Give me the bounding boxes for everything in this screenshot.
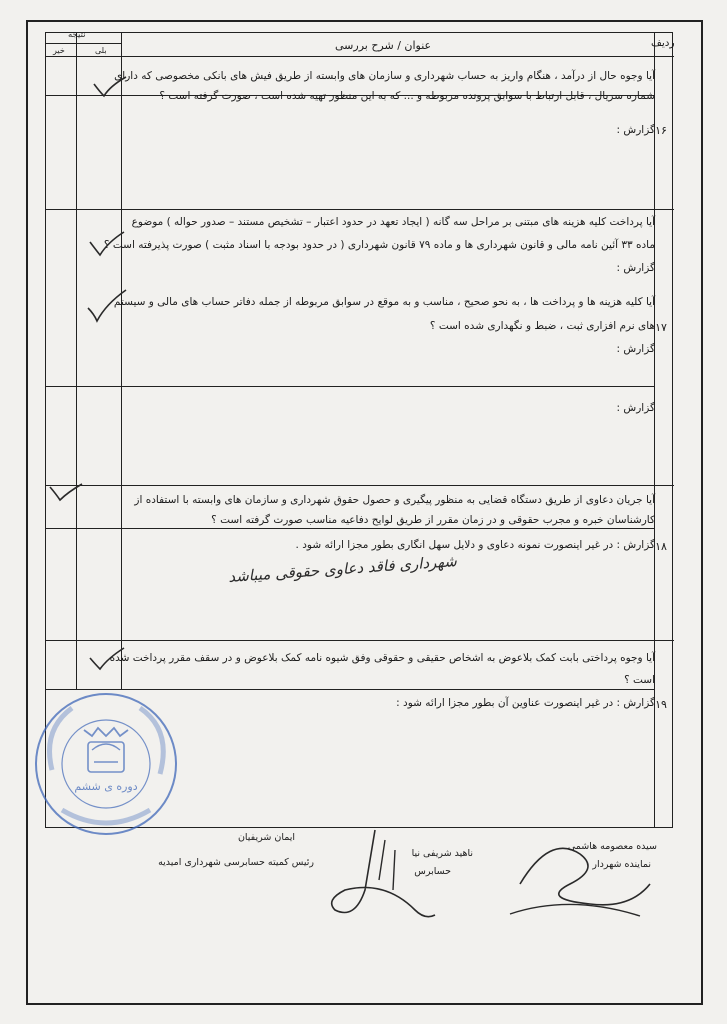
r18-no-check-icon	[48, 482, 84, 504]
r17-inner-divider-b	[46, 386, 121, 387]
r17-extra-report: گزارش :	[616, 402, 655, 414]
r17-qa-yes-check-icon	[88, 230, 126, 258]
r17-qb-line2: های نرم افزاری ثبت ، ضبط و نگهداری شده است ؟	[429, 320, 655, 332]
result-col-header: نتیجه	[68, 30, 86, 40]
r19-number: ۱۹	[655, 698, 667, 711]
r19-yes-check-icon	[88, 646, 126, 672]
result-header-split	[46, 43, 121, 44]
signatory-1-name: سیده معصومه هاشمی	[567, 841, 657, 852]
result-yes-divider	[121, 33, 122, 689]
r16-bottom	[46, 209, 674, 210]
r17-number: ۱۷	[655, 321, 667, 334]
signatory-3-name: ایمان شریفیان	[237, 832, 295, 843]
r17-qa-report: گزارش :	[616, 262, 655, 274]
r18-bottom	[46, 640, 674, 641]
r19-report-label: گزارش : در غیر اینصورت عناوین آن بطور مجزا ارائه شود :	[396, 697, 655, 709]
result-no-header: خیر	[53, 46, 65, 55]
council-seal-stamp	[32, 690, 180, 838]
result-no-divider	[76, 33, 77, 689]
r16-question-line1: آیا وجوه حال از درآمد ، هنگام واریز به حساب شهرداری و سازمان های وابسته از طریق فیش های بانکی مخصوصی که دارای	[114, 70, 655, 82]
r16-number: ۱۶	[655, 124, 667, 137]
header-divider	[46, 56, 654, 57]
row-col-header: ردیف	[651, 37, 675, 49]
r18-question-line1: آیا جریان دعاوی از طریق دستگاه قضایی به منظور پیگیری و حصول حقوق شهرداری و سازمان های وابسته با استفاده از	[134, 494, 655, 506]
header-divider-num	[654, 56, 674, 57]
signatory-3-role: رئیس کمیته حسابرسی شهرداری امیدیه	[158, 857, 314, 868]
signature-1-image	[480, 824, 660, 924]
signatory-2-role: حسابرس	[414, 866, 451, 877]
signatory-2-name: ناهید شریفی نیا	[411, 848, 473, 859]
r17-qb-line1: آیا کلیه هزینه ها و پرداخت ها ، به نحو صحیح ، مناسب و به موقع در سوابق مربوطه از جمله دفاتر حساب های مالی و سیستم	[113, 296, 655, 308]
r16-report-label: گزارش :	[616, 124, 655, 136]
r18-question-divider	[46, 528, 654, 529]
r17-qa-line1: آیا پرداخت کلیه هزینه های مبتنی بر مراحل سه گانه ( ایجاد تعهد در حدود اعتبار – تشخیص مستند – صدور حواله ) موضوع	[131, 216, 655, 228]
svg-text:دوره ی ششم: دوره ی ششم	[74, 780, 138, 793]
r16-question-line2: شماره سریال ، قابل ارتباط با سوابق پرونده مربوطه و ... که به این منظور تهیه شده است ، صورت گرفته است ؟	[159, 90, 655, 102]
signatory-1-role: نماینده شهردار	[592, 859, 651, 870]
r17-qb-yes-check-icon	[86, 288, 128, 324]
r17-bottom	[46, 485, 674, 486]
r17-qa-line2: ماده ۳۳ آئین نامه مالی و قانون شهرداری ها و ماده ۷۹ قانون شهرداری ( در حدود بودجه با اسناد مثبت ) صورت پذیرفته است ؟	[103, 239, 655, 251]
r16-yes-check-icon	[92, 74, 128, 98]
r17-qb-report: گزارش :	[616, 343, 655, 355]
r19-question-line1: آیا وجوه پرداختی بابت کمک بلاعوض به اشخاص حقیقی و حقوقی وفق شیوه نامه کمک بلاعوض و در سقف مقرر پرداخت شده	[109, 652, 655, 664]
r18-number: ۱۸	[655, 540, 667, 553]
r18-handwritten-note: شهرداری فاقد دعاوی حقوقی میباشد	[227, 552, 458, 586]
r18-question-line2: کارشناسان خبره و مجرب حقوقی و در زمان مقرر از طریق لوایح دفاعیه مناسب صورت گرفته است ؟	[211, 514, 655, 526]
result-yes-header: بلی	[95, 46, 107, 55]
r18-report-label: گزارش : در غیر اینصورت نمونه دعاوی و دلایل سهل انگاری بطور مجزا ارائه شود .	[295, 539, 655, 551]
r17-inner-divider	[121, 386, 654, 387]
title-col-header: عنوان / شرح بررسی	[335, 39, 432, 52]
r19-question-line2: است ؟	[624, 674, 655, 686]
